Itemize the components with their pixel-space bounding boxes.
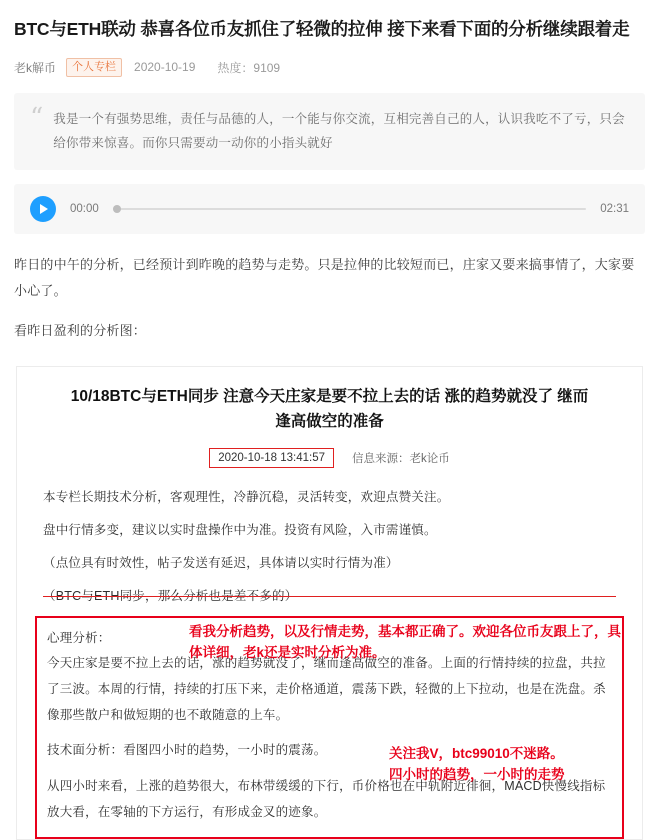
embed-date: 2020-10-18 13:41:57 [209,448,334,468]
play-triangle [40,204,48,214]
publish-date: 2020-10-19 [134,60,196,75]
quote-text: 我是一个有强势思维，责任与品德的人，一个能与你交流，互相完善自己的人，认识我吃不了亏，只会给你带来惊喜。而你只需要动一动你的小指头就好 [53,112,625,151]
article-meta [14,58,645,77]
embed-paragraph-1: 本专栏长期技术分析，客观理性，冷静沉稳，灵活转变，欢迎点赞关注。 [43,490,450,505]
current-time: 00:00 [70,202,99,215]
red-annotation-2-line1: 关注我V，btc99010不迷路。 [389,745,564,761]
red-annotation-2-line2: 四小时的趋势，一小时的走势 [389,766,565,782]
author-name[interactable]: 老k解币 [14,60,57,75]
red-paragraph-3: 技术面分析：看图四小时的趋势，一小时的震荡。 [47,743,327,758]
embed-source: 信息来源：老k论币 [352,453,450,466]
red-annotation-block [35,616,624,839]
page-title: BTC与ETH联动 恭喜各位币友抓住了轻微的拉伸 接下来看下面的分析继续跟着走 [14,19,630,39]
audio-player[interactable] [14,184,645,234]
embedded-screenshot [16,366,643,840]
embed-title: 10/18BTC与ETH同步 注意今天庄家是要不拉上去的话 涨的趋势就没了 继而逢高做空的准备 [70,387,589,430]
red-paragraph-4: 从四小时来看，上涨的趋势很大，布林带缓缓的下行，币价格也在中轨附近徘徊，MACD快慢线指标放大看，在零轴的下方运行，有形成金叉的迹象。 [47,778,606,819]
play-icon[interactable] [30,196,56,222]
quote-icon: “ [30,103,44,134]
total-time: 02:31 [600,202,629,215]
body-paragraph-2: 看昨日盈利的分析图： [14,322,147,338]
red-annotation-1: 看我分析趋势，以及行情走势，基本都正确了。欢迎各位币友跟上了，具体详细，老k还是实时分析为准。 [189,623,621,660]
column-badge[interactable]: 个人专栏 [66,58,122,77]
embed-meta [43,448,616,468]
body-paragraph-1: 昨日的中午的分析，已经预计到昨晚的趋势与走势。只是拉伸的比较短而已，庄家又要来搞事情了，大家要小心了。 [14,256,635,298]
red-paragraph-1: 心理分析： [47,630,111,645]
progress-knob[interactable] [113,205,121,213]
author-quote-box [14,93,645,170]
heat-count: 热度：9109 [217,60,281,75]
embed-paragraph-3: （点位具有时效性，帖子发送有延迟，具体请以实时行情为准） [43,556,399,571]
embed-paragraph-2: 盘中行情多变，建议以实时盘操作中为准。投资有风险，入市需谨慎。 [43,523,437,538]
embed-paragraph-4: （BTC与ETH同步，那么分析也是差不多的） [43,583,616,610]
progress-slider[interactable] [113,208,586,210]
red-paragraph-2: 今天庄家是要不拉上去的话，涨的趋势就没了，继而逢高做空的准备。上面的行情持续的拉盘，共拉了三波。本周的行情，持续的打压下来，走价格通道，震荡下跌，轻微的上下拉动，也是在洗盘。杀像那些散户和做短期的也不敢随意的上车。 [47,656,606,722]
red-annotation-2 [389,744,565,786]
